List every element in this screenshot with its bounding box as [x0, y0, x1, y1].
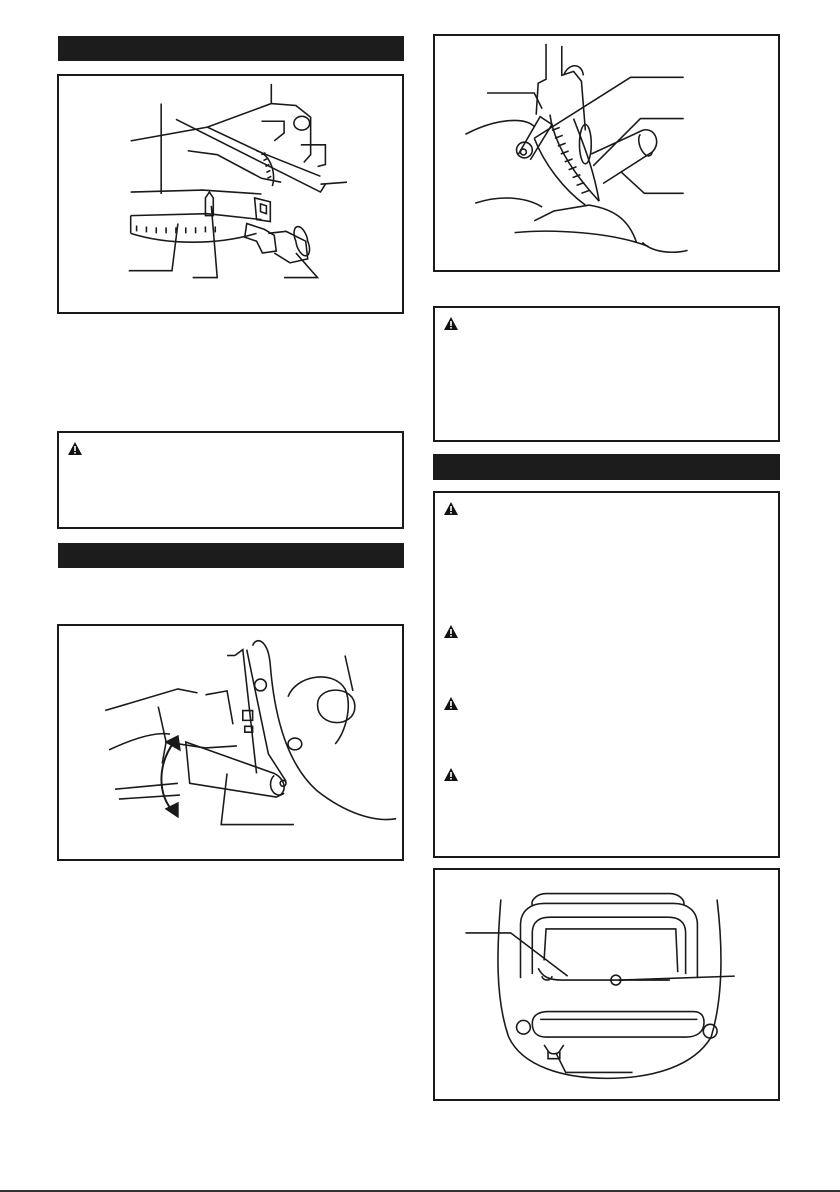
figure-motor-housing — [433, 868, 780, 1101]
warning-box — [433, 491, 780, 858]
figure-miter-lock-knob — [57, 74, 404, 314]
warning-triangle-icon — [67, 441, 83, 456]
bevel-scale-illustration — [435, 36, 778, 270]
warning-triangle-icon — [443, 696, 459, 711]
section-header-bar-3 — [433, 454, 780, 480]
warning-triangle-icon — [443, 767, 459, 782]
figure-bevel-lock-lever — [57, 624, 404, 861]
caution-box-1 — [57, 431, 404, 529]
caution-box-2 — [433, 306, 780, 442]
section-header-bar-2 — [58, 543, 404, 568]
miter-saw-base-illustration — [59, 76, 402, 312]
section-header-bar-1 — [58, 36, 404, 61]
warning-triangle-icon — [443, 316, 459, 331]
motor-housing-illustration — [435, 870, 778, 1099]
bevel-lever-illustration — [59, 626, 402, 859]
warning-triangle-icon — [443, 501, 459, 516]
figure-bevel-scale — [433, 34, 780, 272]
warning-triangle-icon — [443, 624, 459, 639]
